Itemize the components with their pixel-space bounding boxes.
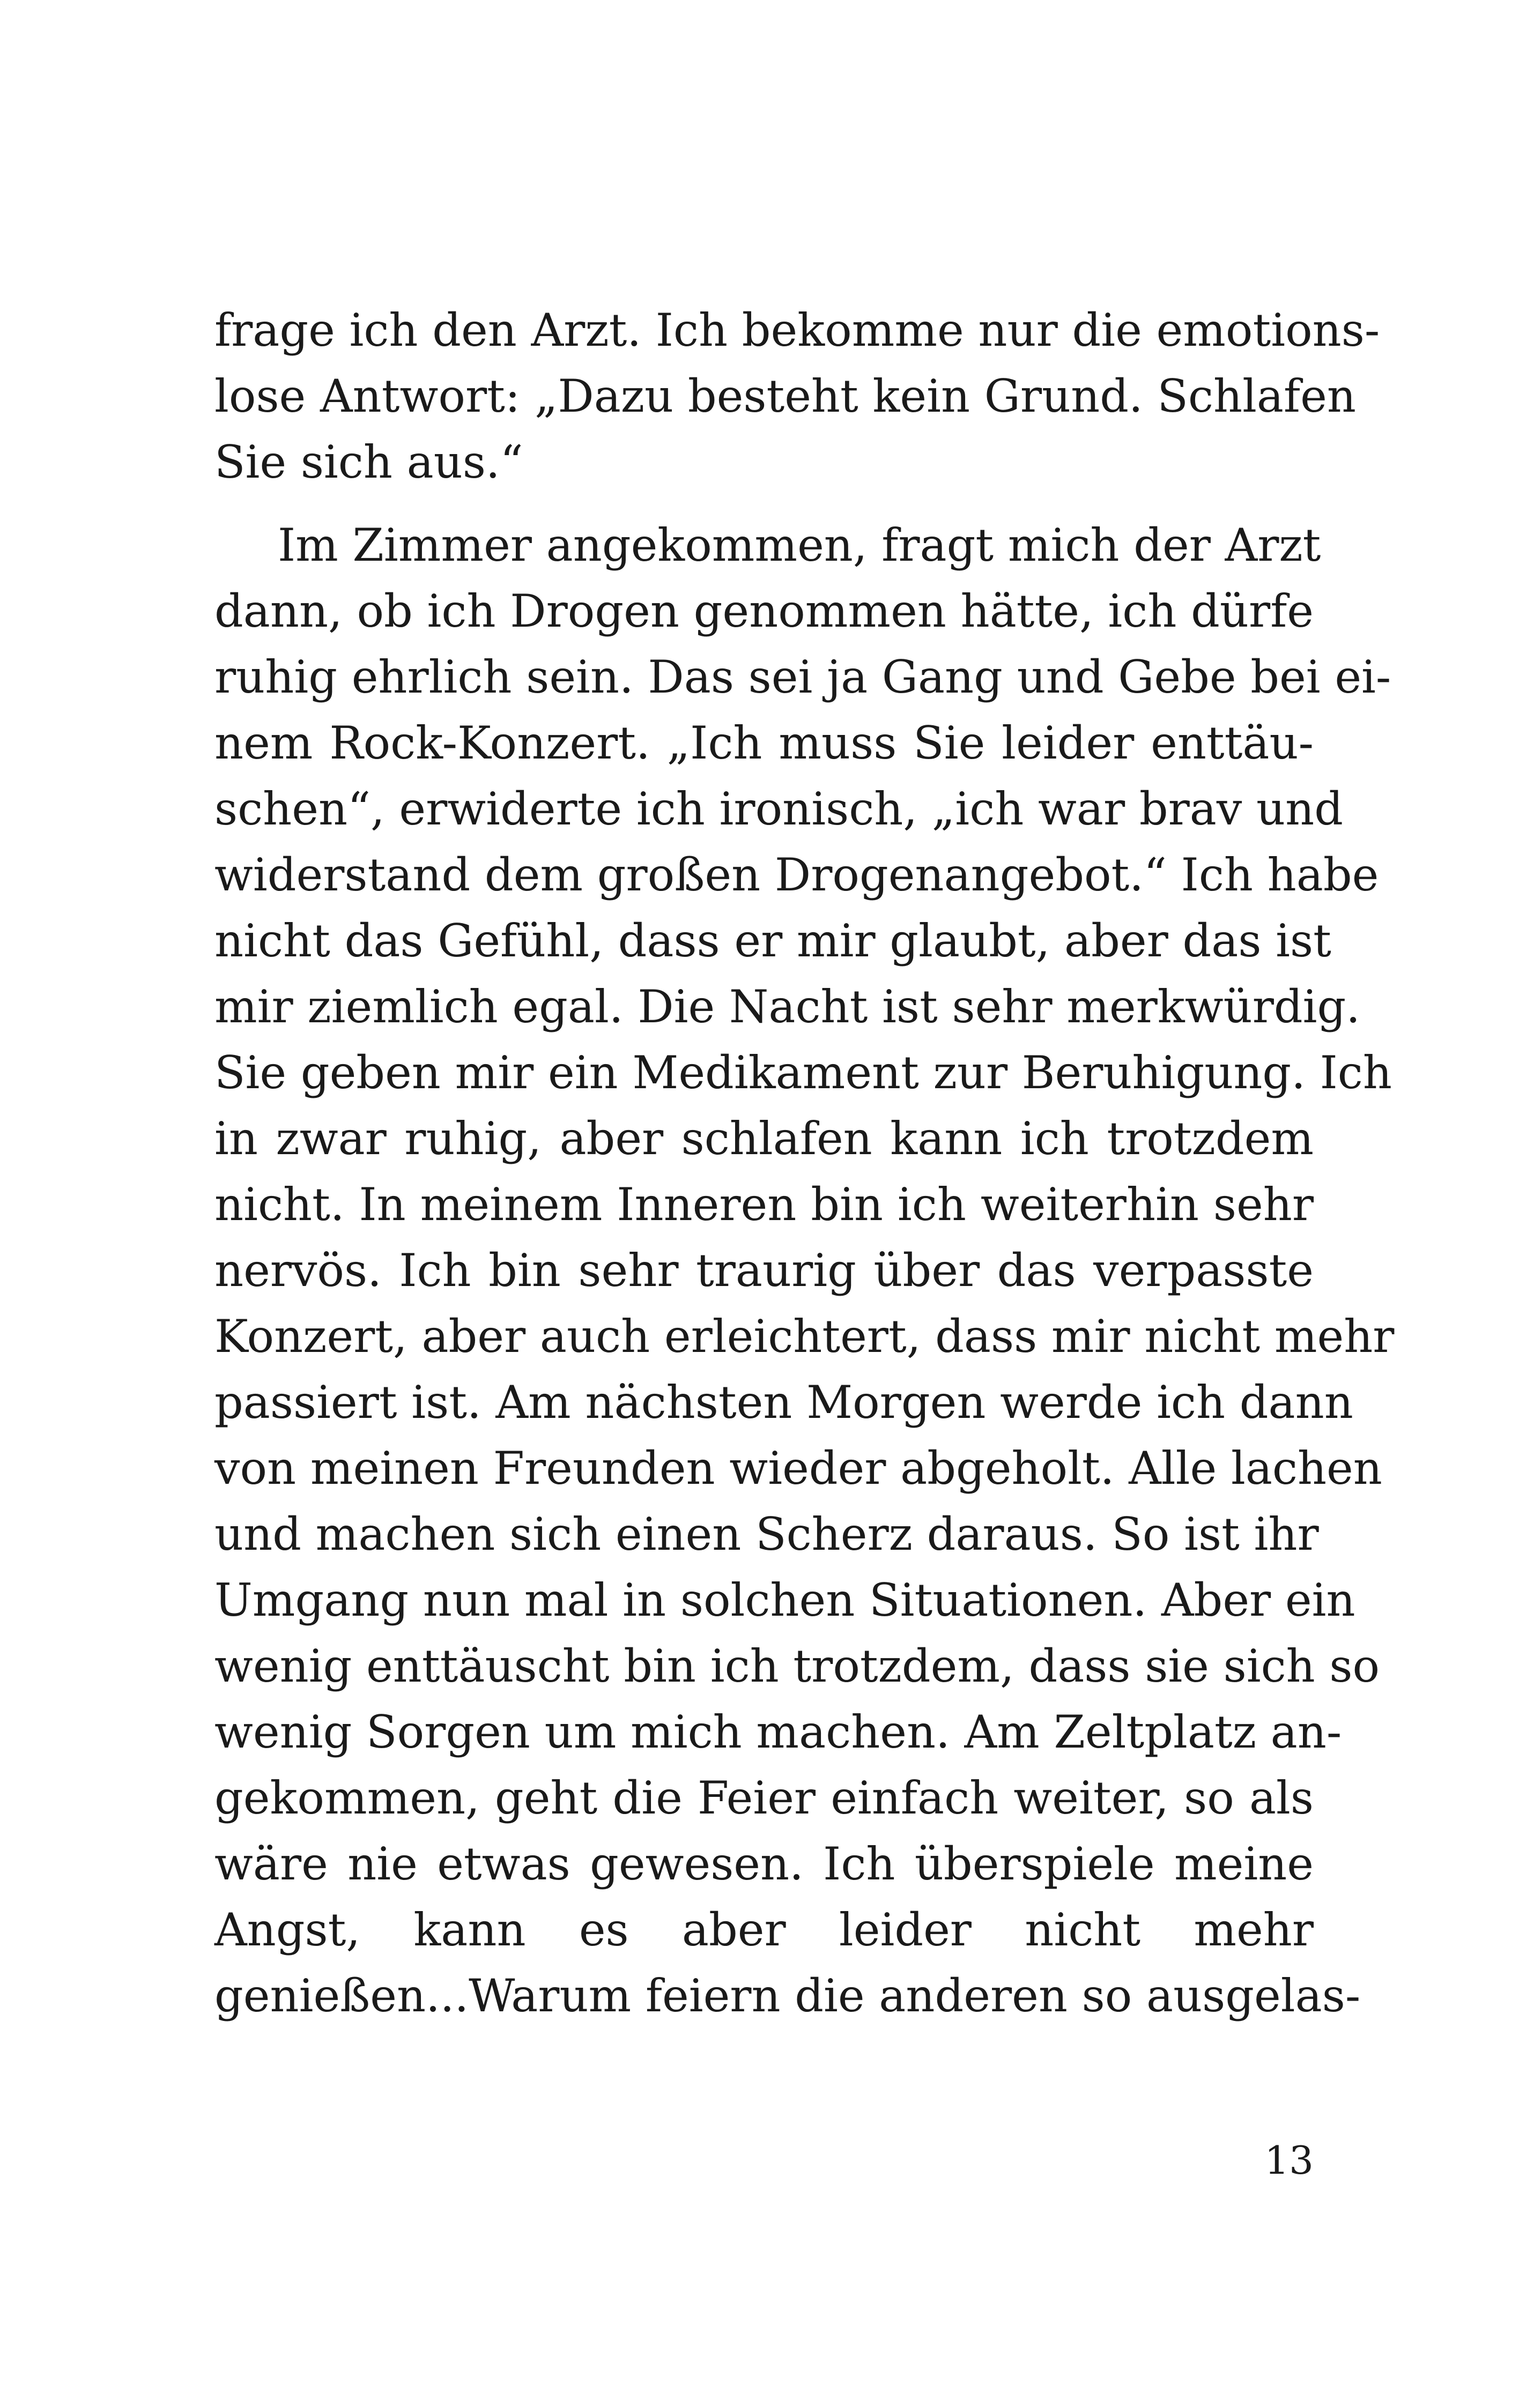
text-line: von meinen Freunden wieder abgeholt. Alle lachen <box>214 1442 1382 1495</box>
text-line: widerstand dem großen Drogenangebot.“ Ich habe <box>214 849 1379 901</box>
text-line: in zwar ruhig, aber schlafen kann ich trotzdem <box>214 1112 1314 1165</box>
text-line: Sie sich aus.“ <box>214 436 523 488</box>
page-number: 13 <box>1264 2138 1314 2183</box>
text-line: mir ziemlich egal. Die Nacht ist sehr merkwürdig. <box>214 980 1360 1033</box>
text-line: nicht das Gefühl, dass er mir glaubt, aber das ist <box>214 915 1331 967</box>
text-line: wenig Sorgen um mich machen. Am Zeltplatz an- <box>214 1706 1342 1758</box>
text-line: frage ich den Arzt. Ich bekomme nur die emotions- <box>214 304 1380 356</box>
text-line: nicht. In meinem Inneren bin ich weiterhin sehr <box>214 1178 1314 1231</box>
text-line: schen“, erwiderte ich ironisch, „ich war brav und <box>214 783 1343 835</box>
text-line: genießen...Warum feiern die anderen so ausgelas- <box>214 1969 1361 2022</box>
text-line: Konzert, aber auch erleichtert, dass mir nicht mehr <box>214 1310 1395 1363</box>
text-line: Sie geben mir ein Medikament zur Beruhigung. Ich <box>214 1046 1392 1099</box>
text-line: Im Zimmer angekommen, fragt mich der Arzt <box>278 519 1321 571</box>
text-line: ruhig ehrlich sein. Das sei ja Gang und Gebe bei ei- <box>214 651 1391 703</box>
text-line: nervös. Ich bin sehr traurig über das verpasste <box>214 1244 1314 1297</box>
text-line: wenig enttäuscht bin ich trotzdem, dass sie sich so <box>214 1640 1380 1692</box>
text-line: passiert ist. Am nächsten Morgen werde ich dann <box>214 1376 1353 1429</box>
text-line: wäre nie etwas gewesen. Ich überspiele meine <box>214 1838 1314 1890</box>
text-line: dann, ob ich Drogen genommen hätte, ich dürfe <box>214 585 1314 637</box>
text-line: nem Rock-Konzert. „Ich muss Sie leider enttäu- <box>214 717 1314 769</box>
text-line: Umgang nun mal in solchen Situationen. Aber ein <box>214 1574 1355 1626</box>
text-line: lose Antwort: „Dazu besteht kein Grund. Schlafen <box>214 370 1356 422</box>
text-line: gekommen, geht die Feier einfach weiter, so als <box>214 1772 1314 1824</box>
text-line: Angst, kann es aber leider nicht mehr <box>214 1904 1314 1956</box>
text-line: und machen sich einen Scherz daraus. So ist ihr <box>214 1508 1319 1560</box>
